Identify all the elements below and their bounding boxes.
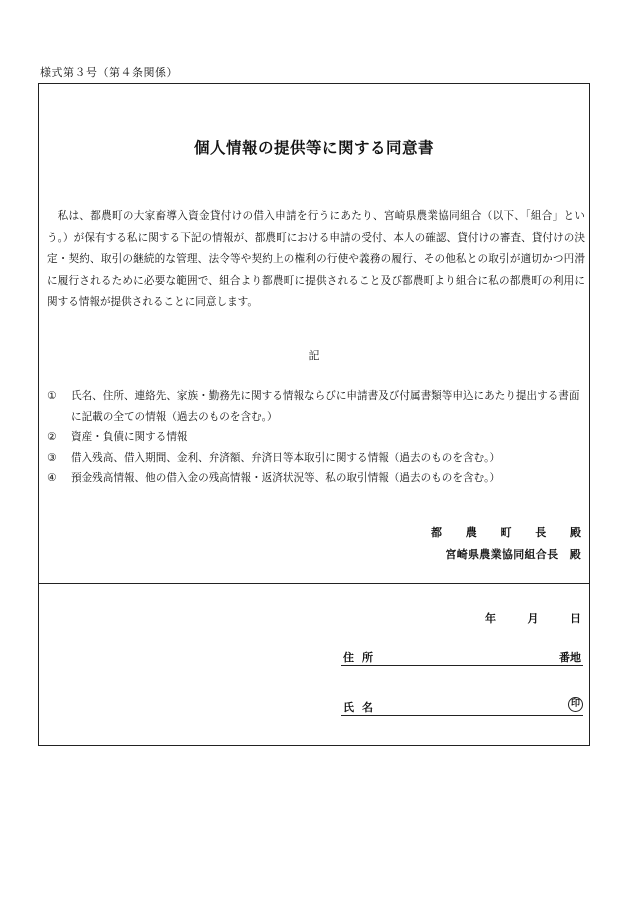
addressee-char: 殿: [570, 526, 581, 539]
document-title: 個人情報の提供等に関する同意書: [193, 139, 434, 157]
list-item: [47, 386, 587, 427]
addressee-char: 長: [535, 526, 547, 539]
date-field[interactable]: [485, 610, 581, 626]
year-label: 年: [485, 612, 496, 625]
name-label: 氏名: [343, 701, 381, 714]
address-suffix: 番地: [559, 651, 581, 664]
addressee-char: 都: [431, 526, 442, 539]
item-number: ①: [47, 390, 57, 402]
addressee-char: 農: [465, 526, 477, 539]
name-field[interactable]: [341, 699, 583, 716]
item-number: ④: [47, 472, 57, 484]
info-items-list: [47, 386, 587, 489]
day-label: 日: [570, 612, 581, 625]
item-text: 氏名、住所、連絡先、家族・勤務先に関する情報ならびに申請書及び付属書類等申込にあたり提出する書面に記載の全ての情報（過去のものを含む。）: [71, 390, 580, 423]
item-number: ③: [47, 451, 57, 464]
addressee-mayor: [431, 524, 581, 540]
addressee-char: 町: [500, 526, 512, 539]
item-text: 預金残高情報、他の借入金の残高情報・返済状況等、私の取引情報（過去のものを含む。）: [71, 472, 501, 484]
item-number: ②: [47, 431, 57, 443]
list-item: [47, 448, 587, 469]
consent-section: [39, 84, 589, 584]
consent-body: 私は、都農町の大家畜導入資金貸付けの借入申請を行うにあたり、宮崎県農業協同組合（以下、「組合」という。）が保有する私に関する下記の情報が、都農町における申請の受付、本人の確認、貸付けの審査、貸付けの決定・契約、取引の継続的な管理、法令等や契約上の権利の行使や義務の履行、その他私との取引が適切かつ円滑に履行されるために必要な範囲で、組合より都農町に提供されること及び都農町より組合に私の都農町の利用に関する情報が提供されることに同意します。: [47, 210, 585, 308]
ki-heading: 記: [308, 349, 320, 362]
item-text: 借入残高、借入期間、金利、弁済額、弁済日等本取引に関する情報（過去のものを含む。）: [71, 451, 501, 464]
list-item: [47, 427, 587, 448]
address-field[interactable]: [341, 649, 583, 666]
address-label: 住所: [343, 651, 381, 664]
addressee-ja-chief: 宮崎県農業協同組合長 殿: [445, 548, 581, 561]
item-text: 資産・負債に関する情報: [71, 431, 188, 443]
form-number: 様式第３号（第４条関係）: [40, 66, 178, 79]
document-frame: [38, 83, 590, 746]
seal-icon: 印: [568, 697, 583, 712]
month-label: 月: [527, 612, 539, 625]
list-item: [47, 468, 587, 489]
